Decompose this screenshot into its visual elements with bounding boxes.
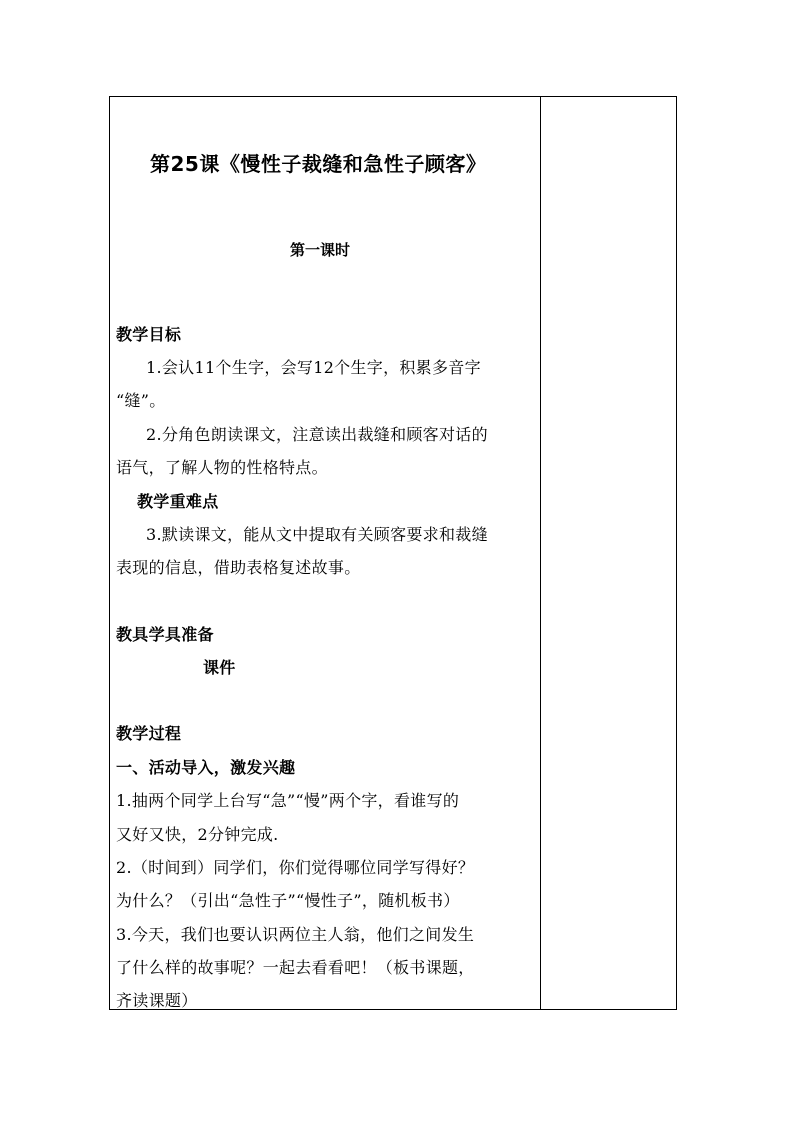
process-s3-line-2: 了什么样的故事呢？一起去看看吧！（板书课题， bbox=[116, 958, 475, 977]
process-s1-line-1: 1.抽两个同学上台写“急”“慢”两个字，看谁写的 bbox=[116, 791, 460, 810]
process-s2-line-2: 为什么？（引出“急性子”“慢性子”，随机板书） bbox=[116, 891, 460, 910]
objectives-heading: 教学目标 bbox=[116, 325, 182, 344]
process-s3-line-1: 3.今天，我们也要认识两位主人翁，他们之间发生 bbox=[116, 925, 475, 944]
objective-2-line-2: 语气，了解人物的性格特点。 bbox=[116, 458, 328, 477]
lesson-period: 第一课时 bbox=[290, 241, 351, 259]
materials-item: 课件 bbox=[203, 658, 236, 677]
lesson-title: 第25课《慢性子裁缝和急性子顾客》 bbox=[150, 152, 487, 176]
key-point-3-line-2: 表现的信息，借助表格复述故事。 bbox=[116, 558, 361, 577]
process-step-1-title: 一、活动导入，激发兴趣 bbox=[116, 758, 296, 777]
process-heading: 教学过程 bbox=[116, 724, 182, 743]
table-column-divider bbox=[540, 96, 541, 1010]
materials-heading: 教具学具准备 bbox=[116, 625, 214, 644]
objective-2-line-1: 2.分角色朗读课文，注意读出裁缝和顾客对话的 bbox=[146, 425, 488, 444]
objective-1-line-2: “缝”。 bbox=[116, 391, 166, 410]
objective-1-line-1: 1.会认11个生字，会写12个生字，积累多音字 bbox=[146, 358, 481, 377]
key-points-heading: 教学重难点 bbox=[137, 492, 219, 511]
key-point-3-line-1: 3.默读课文，能从文中提取有关顾客要求和裁缝 bbox=[146, 525, 488, 544]
process-s3-line-3: 齐读课题） bbox=[116, 991, 198, 1010]
process-s2-line-1: 2.（时间到）同学们，你们觉得哪位同学写得好？ bbox=[116, 858, 475, 877]
process-s1-line-2: 又好又快，2分钟完成. bbox=[116, 825, 279, 844]
